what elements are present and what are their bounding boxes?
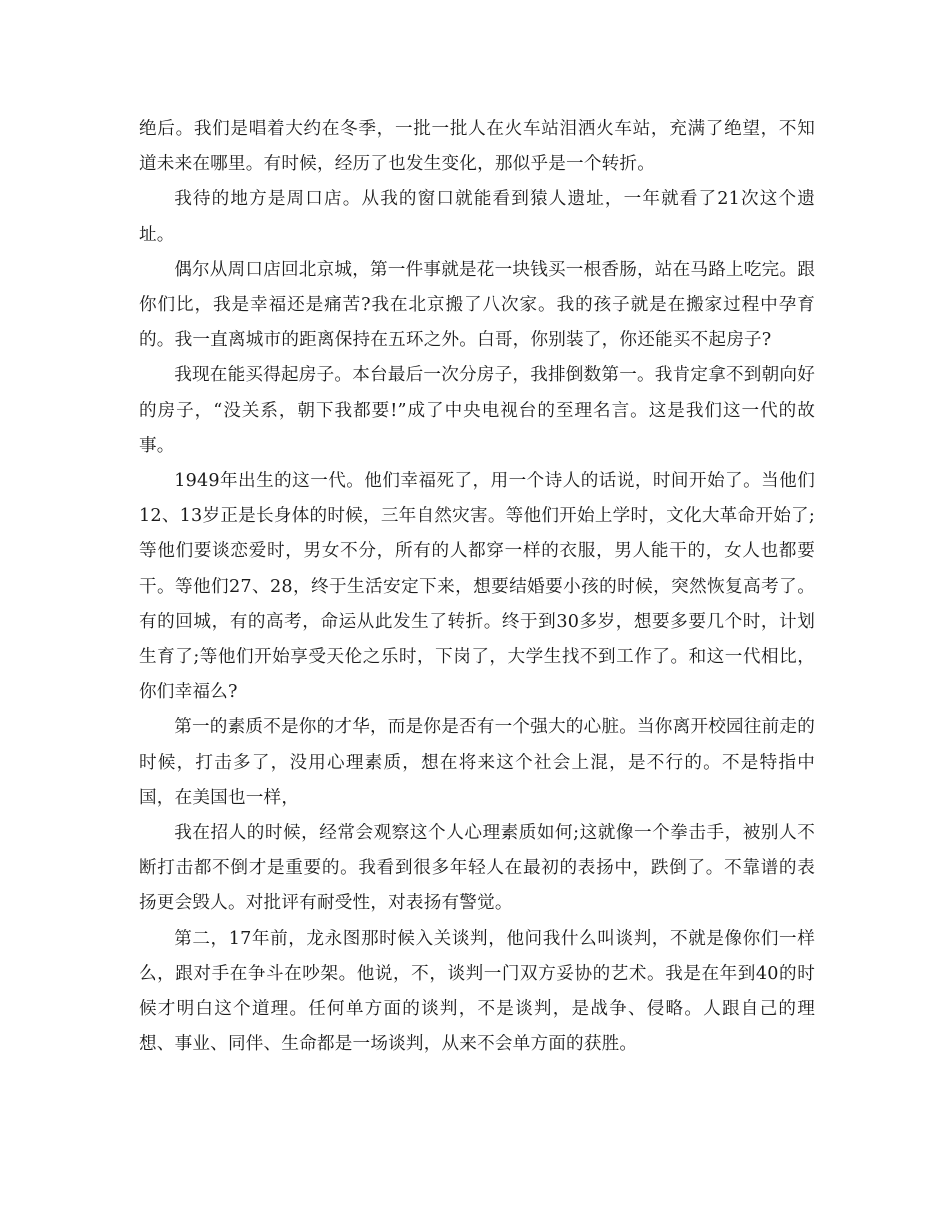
paragraph-1: 绝后。我们是唱着大约在冬季，一批一批人在火车站泪洒火车站，充满了绝望，不知道未来在哪里。有时候，经历了也发生变化，那似乎是一个转折。 xyxy=(139,119,815,175)
body-text xyxy=(139,112,815,1062)
paragraph-5: 1949年出生的这一代。他们幸福死了，用一个诗人的话说，时间开始了。当他们12、13岁正是长身体的时候，三年自然灾害。等他们开始上学时，文化大革命开始了;等他们要谈恋爱时，男女不分，所有的人都穿一样的衣服，男人能干的，女人也都要干。等他们27、28，终于生活安定下来，想要结婚要小孩的时候，突然恢复高考了。有的回城，有的高考，命运从此发生了转折。终于到30多岁，想要多要几个时，计划生育了;等他们开始享受天伦之乐时，下岗了，大学生找不到工作了。和这一代相比，你们幸福么? xyxy=(139,471,815,703)
paragraph-3: 偶尔从周口店回北京城，第一件事就是花一块钱买一根香肠，站在马路上吃完。跟你们比，我是幸福还是痛苦?我在北京搬了八次家。我的孩子就是在搬家过程中孕育的。我一直离城市的距离保持在五环之外。白哥，你别装了，你还能买不起房子? xyxy=(139,259,815,351)
paragraph-8: 第二，17年前，龙永图那时候入关谈判，他问我什么叫谈判，不就是像你们一样么，跟对手在争斗在吵架。他说，不，谈判一门双方妥协的艺术。我是在年到40的时候才明白这个道理。任何单方面的谈判，不是谈判，是战争、侵略。人跟自己的理想、事业、同伴、生命都是一场谈判，从来不会单方面的获胜。 xyxy=(139,928,815,1055)
paragraph-7: 我在招人的时候，经常会观察这个人心理素质如何;这就像一个拳击手，被别人不断打击都不倒才是重要的。我看到很多年轻人在最初的表扬中，跌倒了。不靠谱的表扬更会毁人。对批评有耐受性，对表扬有警觉。 xyxy=(139,823,815,914)
paragraph-2: 我待的地方是周口店。从我的窗口就能看到猿人遗址，一年就看了21次这个遗址。 xyxy=(139,189,815,245)
paragraph-4: 我现在能买得起房子。本台最后一次分房子，我排倒数第一。我肯定拿不到朝向好的房子，“没关系，朝下我都要!”成了中央电视台的至理名言。这是我们这一代的故事。 xyxy=(139,365,815,456)
paragraph-6: 第一的素质不是你的才华，而是你是否有一个强大的心脏。当你离开校园往前走的时候，打击多了，没用心理素质，想在将来这个社会上混，是不行的。不是特指中国，在美国也一样， xyxy=(139,717,815,808)
